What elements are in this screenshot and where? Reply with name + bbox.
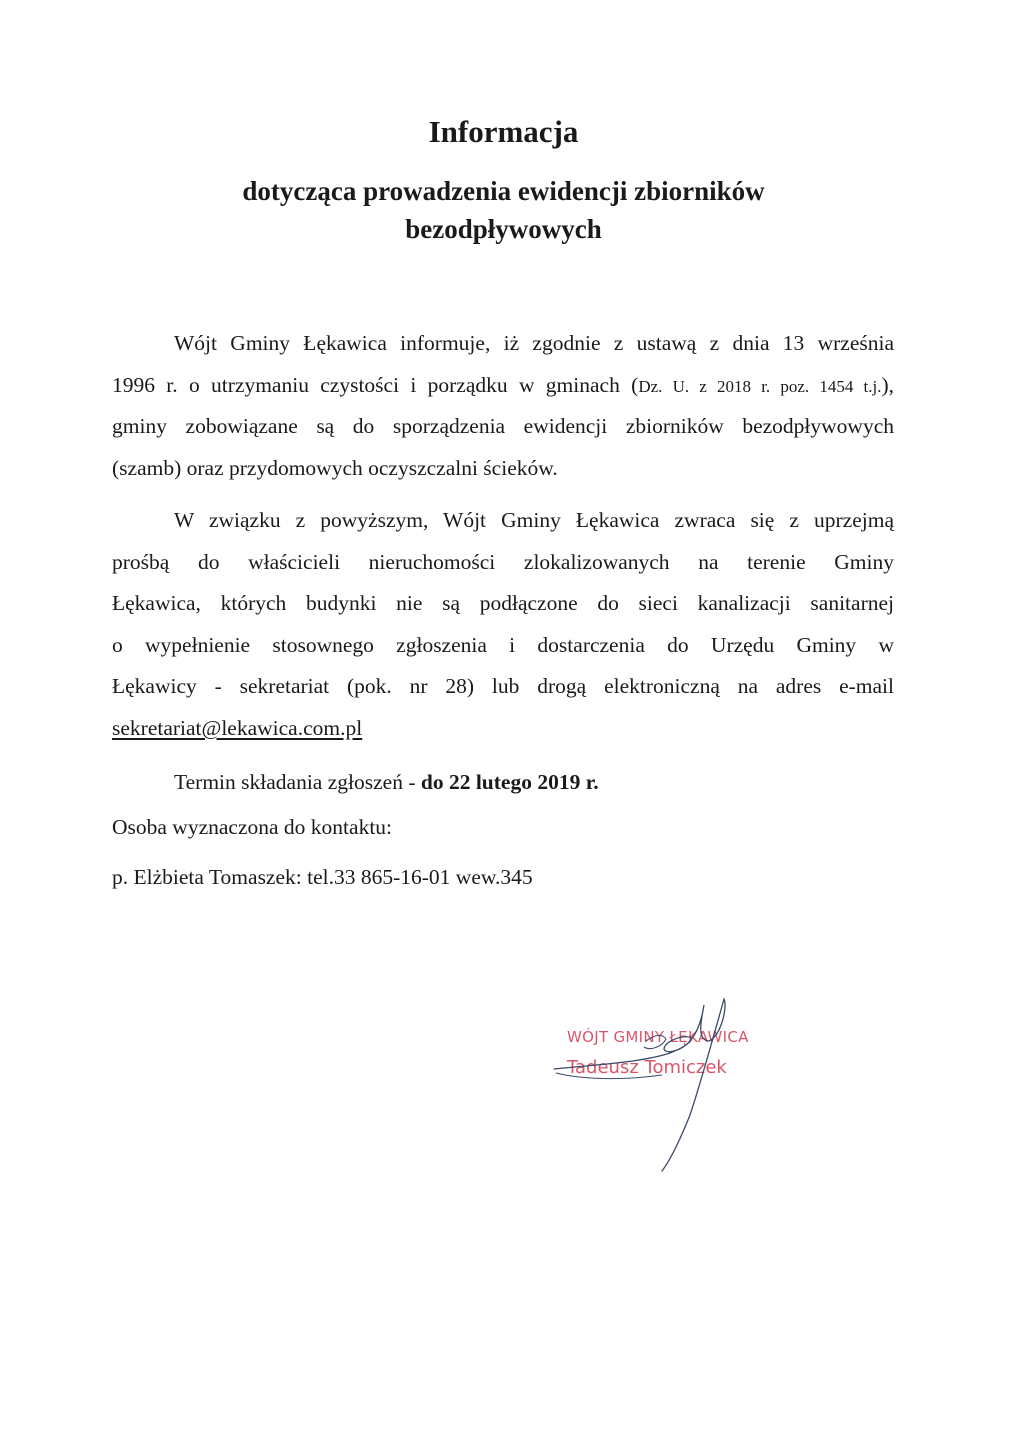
paragraph-line: [112, 365, 894, 407]
stamp-office: WÓJT GMINY ŁĘKAWICA: [567, 1028, 749, 1046]
subtitle-line-1: dotycząca prowadzenia ewidencji zbiorników: [242, 176, 765, 206]
paragraph-line: Łękawicy - sekretariat (pok. nr 28) lub drogą elektroniczną na adres e-mail: [112, 674, 894, 699]
paragraph-line-text: (: [631, 372, 639, 397]
contact-person: p. Elżbieta Tomaszek: tel.33 865-16-01 wew.345: [112, 865, 533, 889]
stamp-name: Tadeusz Tomiczek: [567, 1057, 727, 1078]
paragraph-request: [112, 500, 894, 750]
paragraph-line: Łękawica, których budynki nie są podłączone do sieci kanalizacji sanitarnej: [112, 591, 894, 616]
email-link[interactable]: sekretariat@lekawica.com.pl: [112, 715, 363, 740]
paragraph-line: [112, 708, 894, 750]
paragraph-line: gminy zobowiązane są do sporządzenia ewidencji zbiorników bezodpływowych: [112, 414, 894, 439]
paragraph-legal-basis: [112, 323, 894, 489]
legal-citation: Dz. U. z 2018 r. poz. 1454 t.j.: [638, 376, 882, 396]
deadline-label: Termin składania zgłoszeń -: [174, 770, 421, 794]
signature-stroke: [556, 1073, 662, 1079]
signature-stroke: [554, 999, 725, 1171]
paragraph-line: (szamb) oraz przydomowych oczyszczalni ścieków.: [112, 455, 558, 480]
paragraph-line: W związku z powyższym, Wójt Gminy Łękawica zwraca się z uprzejmą: [174, 508, 894, 532]
paragraph-line: Wójt Gminy Łękawica informuje, iż zgodnie z ustawą z dnia 13 września: [174, 331, 894, 355]
paragraph-line-text: 1996 r. o utrzymaniu czystości i porządku w gminach: [112, 372, 632, 397]
deadline-text: [174, 770, 599, 795]
deadline-date: do 22 lutego 2019 r.: [420, 770, 599, 794]
handwritten-signature: [550, 995, 770, 1175]
contact-label: Osoba wyznaczona do kontaktu:: [112, 815, 393, 839]
paragraph-line-text: ),: [881, 372, 895, 397]
paragraph-line: prośbą do właścicieli nieruchomości zlokalizowanych na terenie Gminy: [112, 549, 894, 574]
signature-stroke: [644, 1035, 666, 1048]
document-title: Informacja: [428, 114, 579, 149]
subtitle-line-2: bezodpływowych: [405, 214, 602, 244]
paragraph-line: o wypełnienie stosownego zgłoszenia i dostarczenia do Urzędu Gminy w: [112, 632, 894, 657]
official-stamp: [550, 995, 770, 1175]
document-subtitle: [0, 172, 1007, 248]
